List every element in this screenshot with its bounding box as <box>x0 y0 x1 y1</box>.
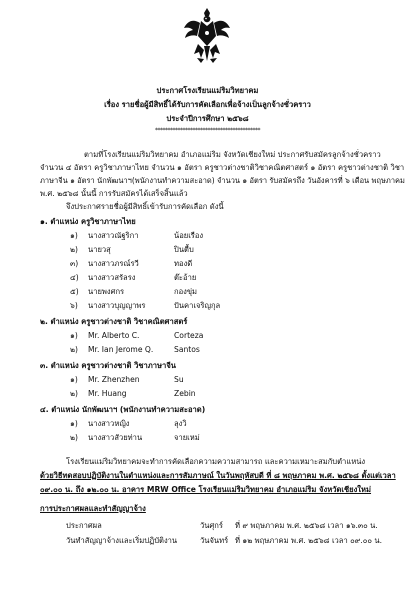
list-item-name: Mr. Zhenzhen <box>88 375 140 384</box>
list-item-number: ๒) <box>70 389 78 398</box>
list-item-surname: Corteza <box>174 331 204 340</box>
list-item-name: นายวสุ <box>88 245 111 254</box>
list-item-number: ๕) <box>70 287 79 296</box>
list-item-surname: Santos <box>174 345 200 354</box>
notice-line-1: โรงเรียนแม่ริมวิทยาคมจะทำการคัดเลือกความความสามารถ และความเหมาะสมกับตำแหน่ง <box>66 457 366 466</box>
section-title: ๒. ตำแหน่ง ครูชาวต่างชาติ วิชาคณิตศาสตร์ <box>40 317 188 326</box>
notice-line-2: ด้วยวิธีทดสอบปฏิบัติงานในตำแหน่งและการสัมภาษณ์ ในวันพฤหัสบดี ที่ ๘ พฤษภาคม พ.ศ. ๒๕๖๘ ตั้งแต่เวลา <box>40 471 396 480</box>
list-item-number: ๔) <box>70 273 79 282</box>
section-title: ๓. ตำแหน่ง ครูชาวต่างชาติ วิชาภาษาจีน <box>40 361 176 370</box>
list-item-surname: ทองดี <box>174 259 193 268</box>
list-item-name: นายพงศกร <box>88 287 125 296</box>
list-item-name: นางสาวบุญญาพร <box>88 301 146 310</box>
list-item-name: นางสาวสัวยท่าน <box>88 433 143 442</box>
list-item-number: ๒) <box>70 433 78 442</box>
list-item-name: นางสาวภรณ์รวี <box>88 259 139 268</box>
section-title: ๔. ตำแหน่ง นักพัฒนาฯ (พนักงานทำความสะอาด) <box>40 405 206 414</box>
list-item-surname: จายเหม่ <box>174 433 200 442</box>
list-item-name: Mr. Ian Jerome Q. <box>88 345 154 354</box>
schedule-row-date: ที่ ๙ พฤษภาคม พ.ศ. ๒๕๖๘ เวลา ๑๖.๓๐ น. <box>235 521 378 530</box>
list-item-number: ๒) <box>70 245 78 254</box>
intro-line-5: จึงประกาศรายชื่อผู้มีสิทธิ์เข้ารับการคัดเลือก ดังนี้ <box>66 202 224 211</box>
list-item-surname: Su <box>174 375 184 384</box>
schedule-row-day: วันจันทร์ <box>200 536 229 545</box>
list-item-surname: ลุงวิ <box>174 419 187 428</box>
list-item-surname: น้อยเรือง <box>174 231 204 240</box>
list-item-surname: ปันคาเจริญกุล <box>174 301 221 310</box>
section-title: ๑. ตำแหน่ง ครูวิชาภาษาไทย <box>40 217 136 226</box>
list-item-name: นางสาวหญิง <box>88 419 130 428</box>
heading-school-announcement: ประกาศโรงเรียนแม่ริมวิทยาคม <box>156 86 259 95</box>
list-item-number: ๑) <box>70 419 78 428</box>
intro-line-3: ภาษาจีน ๑ อัตรา นักพัฒนาฯ(พนักงานทำความสะอาด) จำนวน ๑ อัตรา รับสมัครถึง วันอังคารที่ ๖ เดือน พฤษภาคม <box>40 176 405 185</box>
list-item-surname: Zebin <box>174 389 196 398</box>
list-item-surname: ปินตื้บ <box>174 245 194 254</box>
list-item-number: ๖) <box>70 301 78 310</box>
list-item-number: ๑) <box>70 331 78 340</box>
intro-line-4: พ.ศ. ๒๕๖๘ นั้นนี้ การรับสมัครได้เสร็จสิ้นแล้ว <box>40 189 188 198</box>
list-item-name: Mr. Alberto C. <box>88 331 140 340</box>
garuda-emblem-icon <box>182 6 232 64</box>
header-separator: ****************************************** <box>155 127 260 134</box>
list-item-number: ๓) <box>70 259 79 268</box>
list-item-name: นางสาวณัฐริกา <box>88 231 139 240</box>
list-item-name: นางสาวสรัลรง <box>88 273 136 282</box>
intro-line-2: จำนวน ๔ อัตรา ครูวิชาภาษาไทย จำนวน ๑ อัตรา ครูชาวต่างชาติวิชาคณิตศาสตร์ ๑ อัตรา ครูชาวต่างชาติ วิชา <box>40 163 405 172</box>
schedule-row-date: ที่ ๑๒ พฤษภาคม พ.ศ. ๒๕๖๘ เวลา ๐๙.๐๐ น. <box>235 536 383 545</box>
list-item-surname: ต๊ะอ้าย <box>174 273 197 282</box>
schedule-row-label: ประกาศผล <box>66 521 102 530</box>
heading-subject: เรื่อง รายชื่อผู้มีสิทธิ์ได้รับการคัดเลือกเพื่อจ้างเป็นลูกจ้างชั่วคราว <box>104 100 311 109</box>
list-item-number: ๑) <box>70 375 78 384</box>
list-item-surname: กองขุ่ม <box>174 287 198 296</box>
list-item-name: Mr. Huang <box>88 389 127 398</box>
list-item-number: ๒) <box>70 345 78 354</box>
heading-academic-year: ประจำปีการศึกษา ๒๕๖๘ <box>166 114 249 123</box>
schedule-row-day: วันศุกร์ <box>200 521 223 530</box>
notice-line-3: ๐๙.๐๐ น. ถึง ๑๒.๐๐ น. อาคาร MRW Office โรงเรียนแม่ริมวิทยาคม อำเภอแม่ริม จังหวัดเชียงใหม่ <box>40 485 372 494</box>
intro-line-1: ตามที่โรงเรียนแม่ริมวิทยาคม อำเภอแม่ริม จังหวัดเชียงใหม่ ประกาศรับสมัครลูกจ้างชั่วคราว <box>84 150 381 159</box>
list-item-number: ๑) <box>70 231 78 240</box>
schedule-row-label: วันทำสัญญาจ้างและเริ่มปฏิบัติงาน <box>66 536 178 545</box>
schedule-heading: การประกาศผลและทำสัญญาจ้าง <box>40 504 146 513</box>
